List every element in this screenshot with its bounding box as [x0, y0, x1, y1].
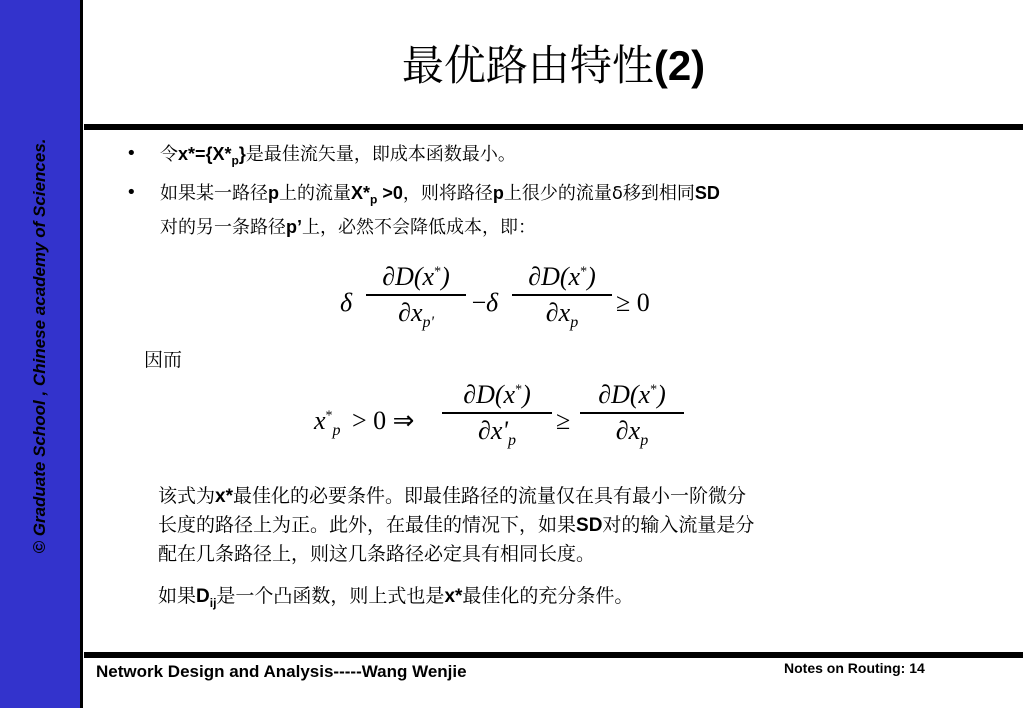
bullet-text: 令	[160, 144, 178, 165]
eq1-sub: p	[570, 313, 579, 331]
para-text: 最佳化的充分条件。	[462, 585, 634, 607]
eq2-lhs-var: x	[314, 406, 326, 435]
eq2-fraction-2	[580, 380, 684, 450]
therefore-label: 因而	[144, 349, 183, 371]
slide-title-number: (2)	[653, 42, 706, 89]
footer-page: Notes on Routing: 14	[784, 660, 925, 676]
para-text: 该式为	[158, 485, 216, 507]
bullet-math: p	[492, 182, 504, 203]
bullet-math: x*={X*	[178, 144, 232, 164]
eq1-paren: )	[441, 262, 450, 291]
footer-course: Network Design and Analysis-----Wang Wenjie	[96, 662, 467, 681]
eq1-numerator: ∂D(x	[382, 262, 435, 291]
para-math: x*	[215, 486, 233, 507]
eq2-sub: p	[640, 431, 649, 449]
eq2-lhs-star: *	[325, 408, 333, 424]
eq1-minus: −	[470, 288, 488, 317]
eq2-numerator: ∂D(x	[598, 380, 651, 409]
bullet-math: >0	[377, 182, 403, 203]
eq1-sub: p'	[422, 313, 434, 331]
bullet-text: 如果某一路径	[160, 182, 268, 204]
eq1-star: *	[434, 264, 442, 280]
eq2-fraction-1	[442, 380, 552, 450]
bullet-text: 对的另一条路径	[160, 217, 286, 239]
bullet-math: X*	[351, 182, 371, 203]
para-text: 是一个凸函数，则上式也是	[216, 585, 445, 607]
eq2-lhs	[314, 406, 341, 440]
para-text: 对的输入流量是分	[602, 514, 755, 536]
eq1-delta: δ	[486, 288, 499, 317]
title-divider	[84, 124, 1023, 130]
eq2-star: *	[515, 382, 523, 398]
bullet-math: }	[238, 144, 246, 164]
bullet-sub: p	[231, 153, 239, 168]
para-text: 最佳化的必要条件。即最佳路径的流量仅在具有最小一阶微分	[232, 485, 746, 507]
footer-divider	[84, 652, 1023, 658]
sidebar	[0, 0, 83, 708]
eq2-paren: )	[657, 380, 666, 409]
equation-2	[314, 380, 694, 480]
paragraph-sufficient-condition	[158, 582, 633, 617]
copyright-text: © Graduate School , Chinese academy of Sciences.	[30, 138, 49, 554]
eq1-fraction-2	[512, 262, 612, 332]
eq2-paren: )	[522, 380, 531, 409]
slide-title-main: 最优路由特性	[401, 41, 654, 90]
eq2-sub: p	[507, 431, 516, 449]
bullet-text: 是最佳流矢量，即成本函数最小。	[245, 144, 516, 165]
eq1-geq: ≥ 0	[616, 288, 650, 317]
bullet-text: ，则将路径	[402, 182, 493, 204]
bullet-text: 上很少的流量	[503, 182, 612, 204]
eq2-denominator: ∂x'	[478, 415, 508, 445]
para-math: x*	[444, 586, 463, 607]
eq1-star: *	[580, 264, 588, 280]
para-text: 配在几条路径上，则这几条路径必定具有相同长度。	[158, 543, 596, 565]
bullet-dot-icon: •	[126, 181, 137, 203]
para-text: 如果	[158, 585, 197, 607]
bullet-math: p	[268, 182, 279, 203]
bullet-text: 上的流量	[279, 182, 351, 204]
eq2-implies: > 0 ⇒	[352, 406, 415, 435]
bullet-math: p’	[286, 217, 302, 238]
eq2-numerator: ∂D(x	[463, 380, 516, 409]
eq2-lhs-sub: p	[332, 422, 341, 439]
eq1-paren: )	[587, 262, 596, 291]
eq1-denominator: ∂x	[398, 297, 423, 327]
para-math: SD	[576, 515, 603, 536]
para-text: 长度的路径上为正。此外，在最佳的情况下，如果	[158, 514, 577, 536]
bullet-math: SD	[694, 182, 720, 203]
bullet-text: 上，必然不会降低成本，即：	[302, 217, 536, 239]
eq1-delta: δ	[340, 288, 353, 317]
bullet-dot-icon: •	[126, 143, 137, 164]
bullet-list	[120, 140, 1000, 246]
para-sub: ij	[209, 595, 217, 610]
bullet-item-2	[120, 179, 1000, 243]
bullet-text: 移到相同	[622, 182, 695, 204]
eq2-denominator: ∂x	[615, 415, 641, 445]
bullet-sub: p	[370, 192, 378, 207]
eq2-geq: ≥	[556, 406, 571, 435]
bullet-item-1	[120, 140, 1000, 175]
slide-title	[84, 38, 1023, 94]
eq1-denominator: ∂x	[545, 297, 571, 327]
eq2-star: *	[650, 382, 658, 398]
eq1-fraction-1	[366, 262, 466, 332]
bullet-math: δ	[611, 182, 623, 204]
paragraph-necessary-condition	[158, 482, 754, 568]
eq1-numerator: ∂D(x	[528, 262, 581, 291]
para-math: D	[196, 586, 210, 607]
equation-1	[340, 262, 670, 362]
